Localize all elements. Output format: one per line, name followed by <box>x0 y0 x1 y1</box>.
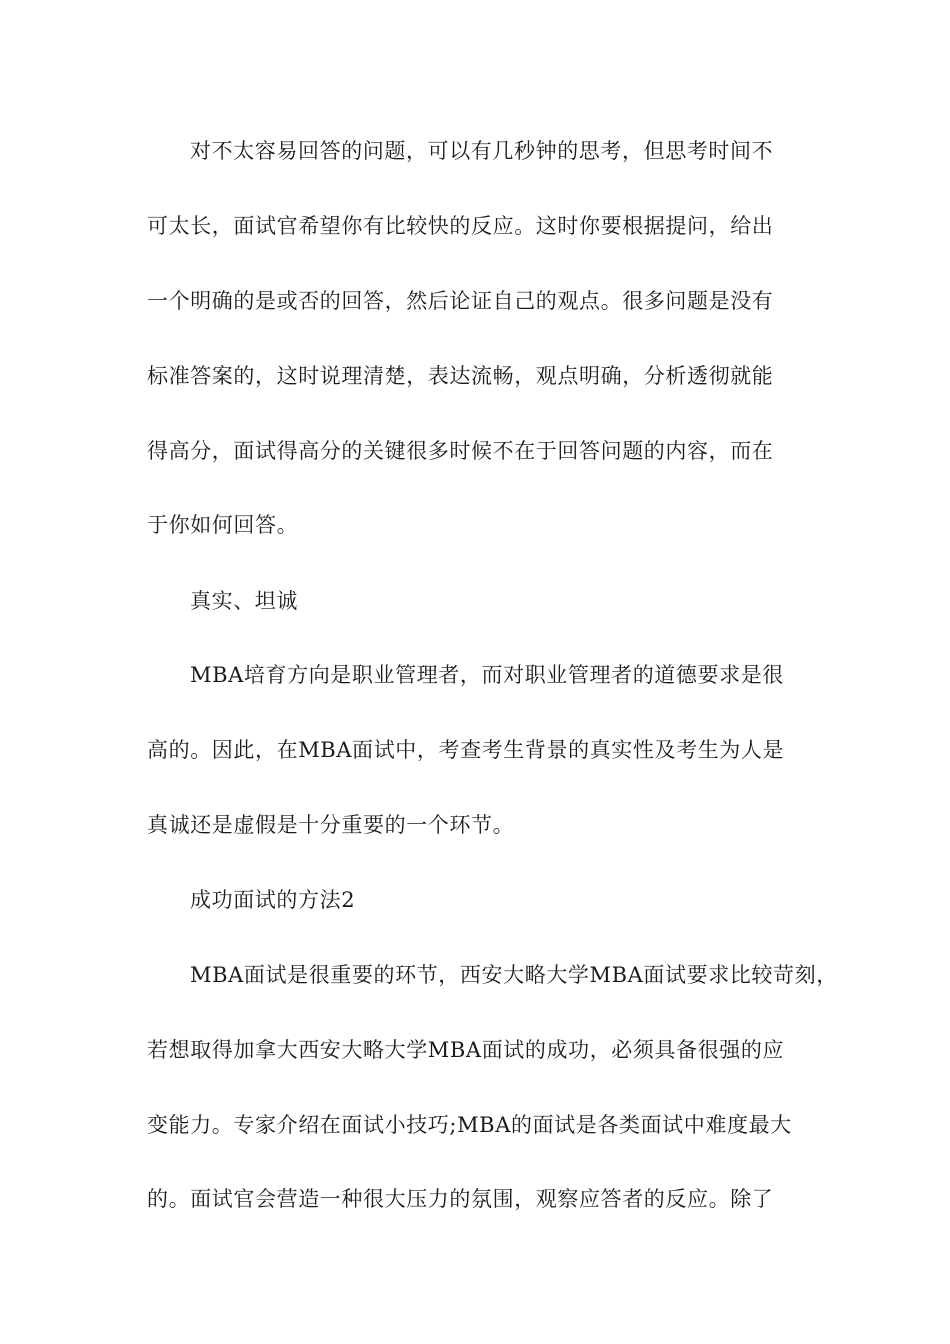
paragraph-line: 变能力。专家介绍在面试小技巧;MBA的面试是各类面试中难度最大 <box>147 1113 792 1137</box>
section-heading: 真实、坦诚 <box>190 589 298 613</box>
paragraph-line: 标准答案的，这时说理清楚，表达流畅，观点明确，分析透彻就能 <box>147 364 774 388</box>
paragraph-line: 的。面试官会营造一种很大压力的氛围，观察应答者的反应。除了 <box>147 1187 774 1211</box>
paragraph-line: 一个明确的是或否的回答，然后论证自己的观点。很多问题是没有 <box>147 289 774 313</box>
paragraph-line: MBA面试是很重要的环节，西安大略大学MBA面试要求比较苛刻， <box>190 963 838 987</box>
paragraph-line: 真诚还是虚假是十分重要的一个环节。 <box>147 813 515 837</box>
section-heading: 成功面试的方法2 <box>190 888 356 912</box>
paragraph-line: MBA培育方向是职业管理者，而对职业管理者的道德要求是很 <box>190 663 784 687</box>
paragraph-line: 若想取得加拿大西安大略大学MBA面试的成功，必须具备很强的应 <box>147 1038 785 1062</box>
paragraph-line: 于你如何回答。 <box>147 513 299 537</box>
paragraph-line: 对不太容易回答的问题，可以有几秒钟的思考，但思考时间不 <box>190 139 774 163</box>
paragraph-line: 得高分，面试得高分的关键很多时候不在于回答问题的内容，而在 <box>147 439 774 463</box>
paragraph-line: 可太长，面试官希望你有比较快的反应。这时你要根据提问，给出 <box>147 214 774 238</box>
paragraph-line: 高的。因此，在MBA面试中，考查考生背景的真实性及考生为人是 <box>147 738 785 762</box>
